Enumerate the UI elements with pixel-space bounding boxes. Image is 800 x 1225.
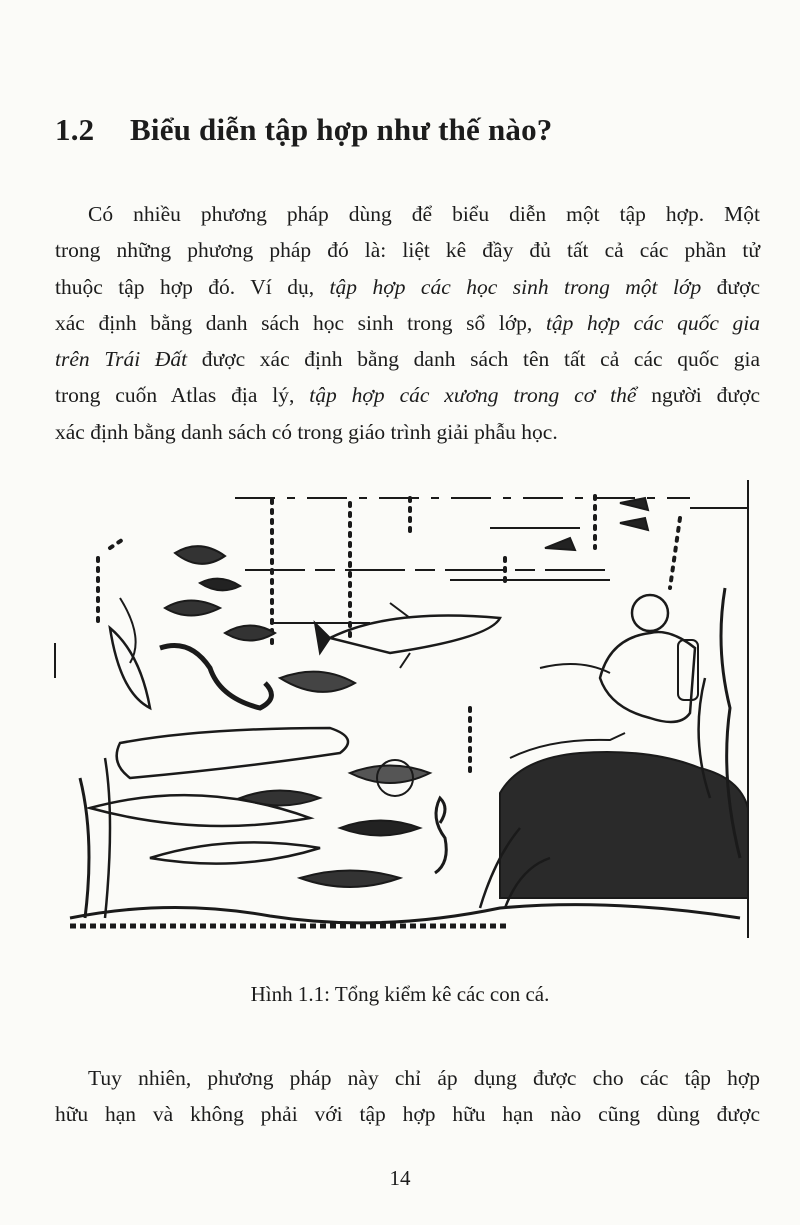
paragraph-line	[55, 269, 760, 305]
paragraph-line	[55, 305, 760, 341]
text-run: trong cuốn Atlas địa lý,	[55, 383, 310, 408]
paragraph-line	[55, 341, 760, 377]
italic-example: tập hợp các quốc gia	[545, 310, 760, 335]
text-run: xác định bằng danh sách học sinh trong sổ lớp,	[55, 310, 546, 335]
section-heading	[55, 112, 553, 148]
text-run: được xác định bằng danh sách tên tất cả các quốc gia	[187, 347, 760, 372]
italic-example: tập hợp các học sinh trong một lớp	[329, 274, 702, 299]
fish-illustration	[50, 478, 755, 940]
section-number: 1.2	[55, 112, 95, 147]
page-number: 14	[389, 1166, 411, 1190]
section-title: Biểu diễn tập hợp như thế nào?	[130, 112, 553, 147]
italic-example: tập hợp các xương trong cơ thể	[309, 383, 637, 408]
paragraph-line: Có nhiều phương pháp dùng để biểu diễn một tập hợp. Một	[88, 202, 760, 226]
text-run: người được	[636, 383, 760, 408]
text-run: thuộc tập hợp đó. Ví dụ,	[55, 274, 330, 299]
continuation-paragraph	[55, 1060, 760, 1133]
text-run: được	[701, 274, 760, 299]
paragraph-line: xác định bằng danh sách có trong giáo trình giải phẫu học.	[55, 419, 558, 444]
figure-caption: Hình 1.1: Tổng kiểm kê các con cá.	[250, 982, 550, 1006]
paragraph-line: Tuy nhiên, phương pháp này chỉ áp dụng được cho các tập hợp	[88, 1066, 760, 1090]
paragraph-line	[55, 377, 760, 413]
paragraph-line: trong những phương pháp đó là: liệt kê đầy đủ tất cả các phần tử	[55, 238, 760, 263]
aquarium-drawing	[50, 478, 755, 940]
intro-paragraph	[55, 196, 760, 450]
italic-example: trên Trái Đất	[55, 347, 188, 372]
paragraph-line: hữu hạn và không phải với tập hợp hữu hạn nào cũng dùng được	[55, 1102, 760, 1127]
